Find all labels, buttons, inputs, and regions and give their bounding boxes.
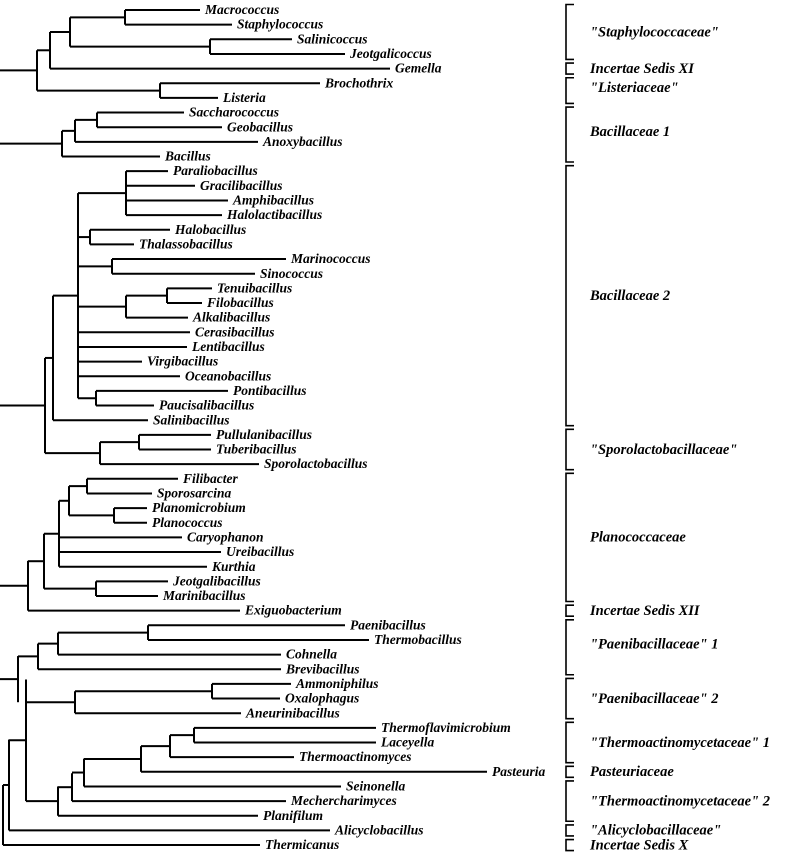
taxon-label: Alkalibacillus [193, 309, 271, 325]
taxon-label: Paraliobacillus [173, 163, 258, 179]
taxon-label: Bacillus [165, 148, 211, 164]
group-bracket [566, 473, 574, 601]
taxon-label: Pontibacillus [233, 382, 307, 398]
taxon-label: Oxalophagus [285, 690, 360, 706]
group-bracket [566, 107, 574, 162]
group-label: "Thermoactinomycetaceae" 2 [590, 793, 770, 810]
taxon-label: Pullulanibacillus [216, 426, 313, 442]
taxon-label: Salinibacillus [153, 412, 230, 428]
taxon-label: Filibacter [183, 470, 238, 486]
taxon-label: Sinococcus [260, 265, 324, 281]
group-label: "Paenibacillaceae" 2 [590, 690, 719, 707]
taxon-label: Thermoflavimicrobium [381, 719, 511, 735]
taxon-label: Ureibacillus [226, 544, 295, 560]
taxon-label: Filobacillus [207, 295, 274, 311]
group-bracket [566, 5, 574, 60]
group-bracket [566, 781, 574, 821]
group-bracket [566, 78, 574, 104]
group-label: Incertae Sedis XI [590, 60, 694, 77]
group-bracket [566, 840, 574, 851]
taxon-label: Tuberibacillus [216, 441, 297, 457]
taxon-label: Kurthia [212, 558, 256, 574]
group-bracket [566, 63, 574, 74]
taxon-label: Marinococcus [291, 251, 371, 267]
taxon-label: Salinicoccus [297, 31, 368, 47]
taxon-label: Paenibacillus [350, 617, 426, 633]
taxon-label: Sporosarcina [157, 485, 232, 501]
group-bracket [566, 429, 574, 469]
group-label: Bacillaceae 2 [590, 288, 671, 305]
taxon-label: Brochothrix [325, 75, 394, 91]
group-bracket [566, 166, 574, 426]
taxon-label: Halobacillus [175, 221, 247, 237]
taxon-label: Mechercharimyces [291, 793, 397, 809]
taxon-label: Marinibacillus [163, 588, 246, 604]
taxon-label: Macrococcus [205, 2, 280, 18]
group-label: "Paenibacillaceae" 1 [590, 636, 719, 653]
taxon-label: Alicyclobacillus [335, 822, 424, 838]
group-label: "Thermoactinomycetaceae" 1 [590, 734, 770, 751]
group-bracket [566, 766, 574, 777]
group-label: Pasteuriaceae [590, 764, 674, 781]
group-label: Planococcaceae [590, 529, 686, 546]
taxon-label: Geobacillus [227, 119, 293, 135]
taxon-label: Amphibacillus [233, 192, 315, 208]
group-label: "Staphylococcaceae" [590, 24, 719, 41]
group-label: "Listeriaceae" [590, 79, 679, 96]
group-label: Incertae Sedis X [590, 837, 689, 854]
taxon-label: Staphylococcus [237, 16, 324, 32]
group-bracket [566, 605, 574, 616]
tip-labels-group [139, 2, 546, 852]
taxon-label: Gemella [395, 60, 442, 76]
group-label: "Alicyclobacillaceae" [590, 822, 722, 839]
taxon-label: Planomicrobium [152, 500, 246, 516]
taxon-label: Jeotgalibacillus [173, 573, 261, 589]
taxon-label: Cerasibacillus [195, 324, 275, 340]
taxon-label: Ammoniphilus [296, 675, 379, 691]
taxon-label: Caryophanon [187, 529, 264, 545]
taxon-label: Thermicanus [265, 837, 340, 853]
taxon-label: Exiguobacterium [245, 602, 342, 618]
taxon-label: Anoxybacillus [263, 133, 343, 149]
group-bracket [566, 678, 574, 718]
group-bracket [566, 722, 574, 762]
taxon-label: Saccharococcus [189, 104, 279, 120]
taxon-label: Oceanobacillus [185, 368, 272, 384]
taxon-label: Lentibacillus [192, 339, 265, 355]
taxon-label: Sporolactobacillus [264, 456, 368, 472]
taxon-label: Brevibacillus [286, 661, 360, 677]
group-bracket [566, 825, 574, 836]
taxon-label: Laceyella [381, 734, 435, 750]
taxon-label: Halolactibacillus [227, 207, 323, 223]
taxon-label: Listeria [223, 89, 266, 105]
group-bracket [566, 620, 574, 675]
taxon-label: Jeotgalicoccus [350, 46, 432, 62]
taxon-label: Thermobacillus [374, 632, 462, 648]
group-brackets-group [566, 5, 574, 851]
taxon-label: Tenuibacillus [217, 280, 293, 296]
taxon-label: Pasteuria [492, 763, 546, 779]
taxon-label: Cohnella [286, 646, 338, 662]
taxon-label: Planifilum [263, 807, 324, 823]
taxon-label: Planococcus [152, 514, 223, 530]
taxon-label: Aneurinibacillus [246, 705, 340, 721]
group-label: "Sporolactobacillaceae" [590, 441, 738, 458]
group-label: Incertae Sedis XII [590, 602, 700, 619]
taxon-label: Paucisalibacillus [159, 397, 255, 413]
taxon-label: Thalassobacillus [139, 236, 233, 252]
taxon-label: Seinonella [346, 778, 406, 794]
group-labels-group [589, 24, 770, 853]
group-label: Bacillaceae 1 [590, 123, 671, 140]
taxon-label: Thermoactinomyces [299, 749, 412, 765]
taxon-label: Gracilibacillus [200, 177, 283, 193]
taxon-label: Virgibacillus [147, 353, 219, 369]
